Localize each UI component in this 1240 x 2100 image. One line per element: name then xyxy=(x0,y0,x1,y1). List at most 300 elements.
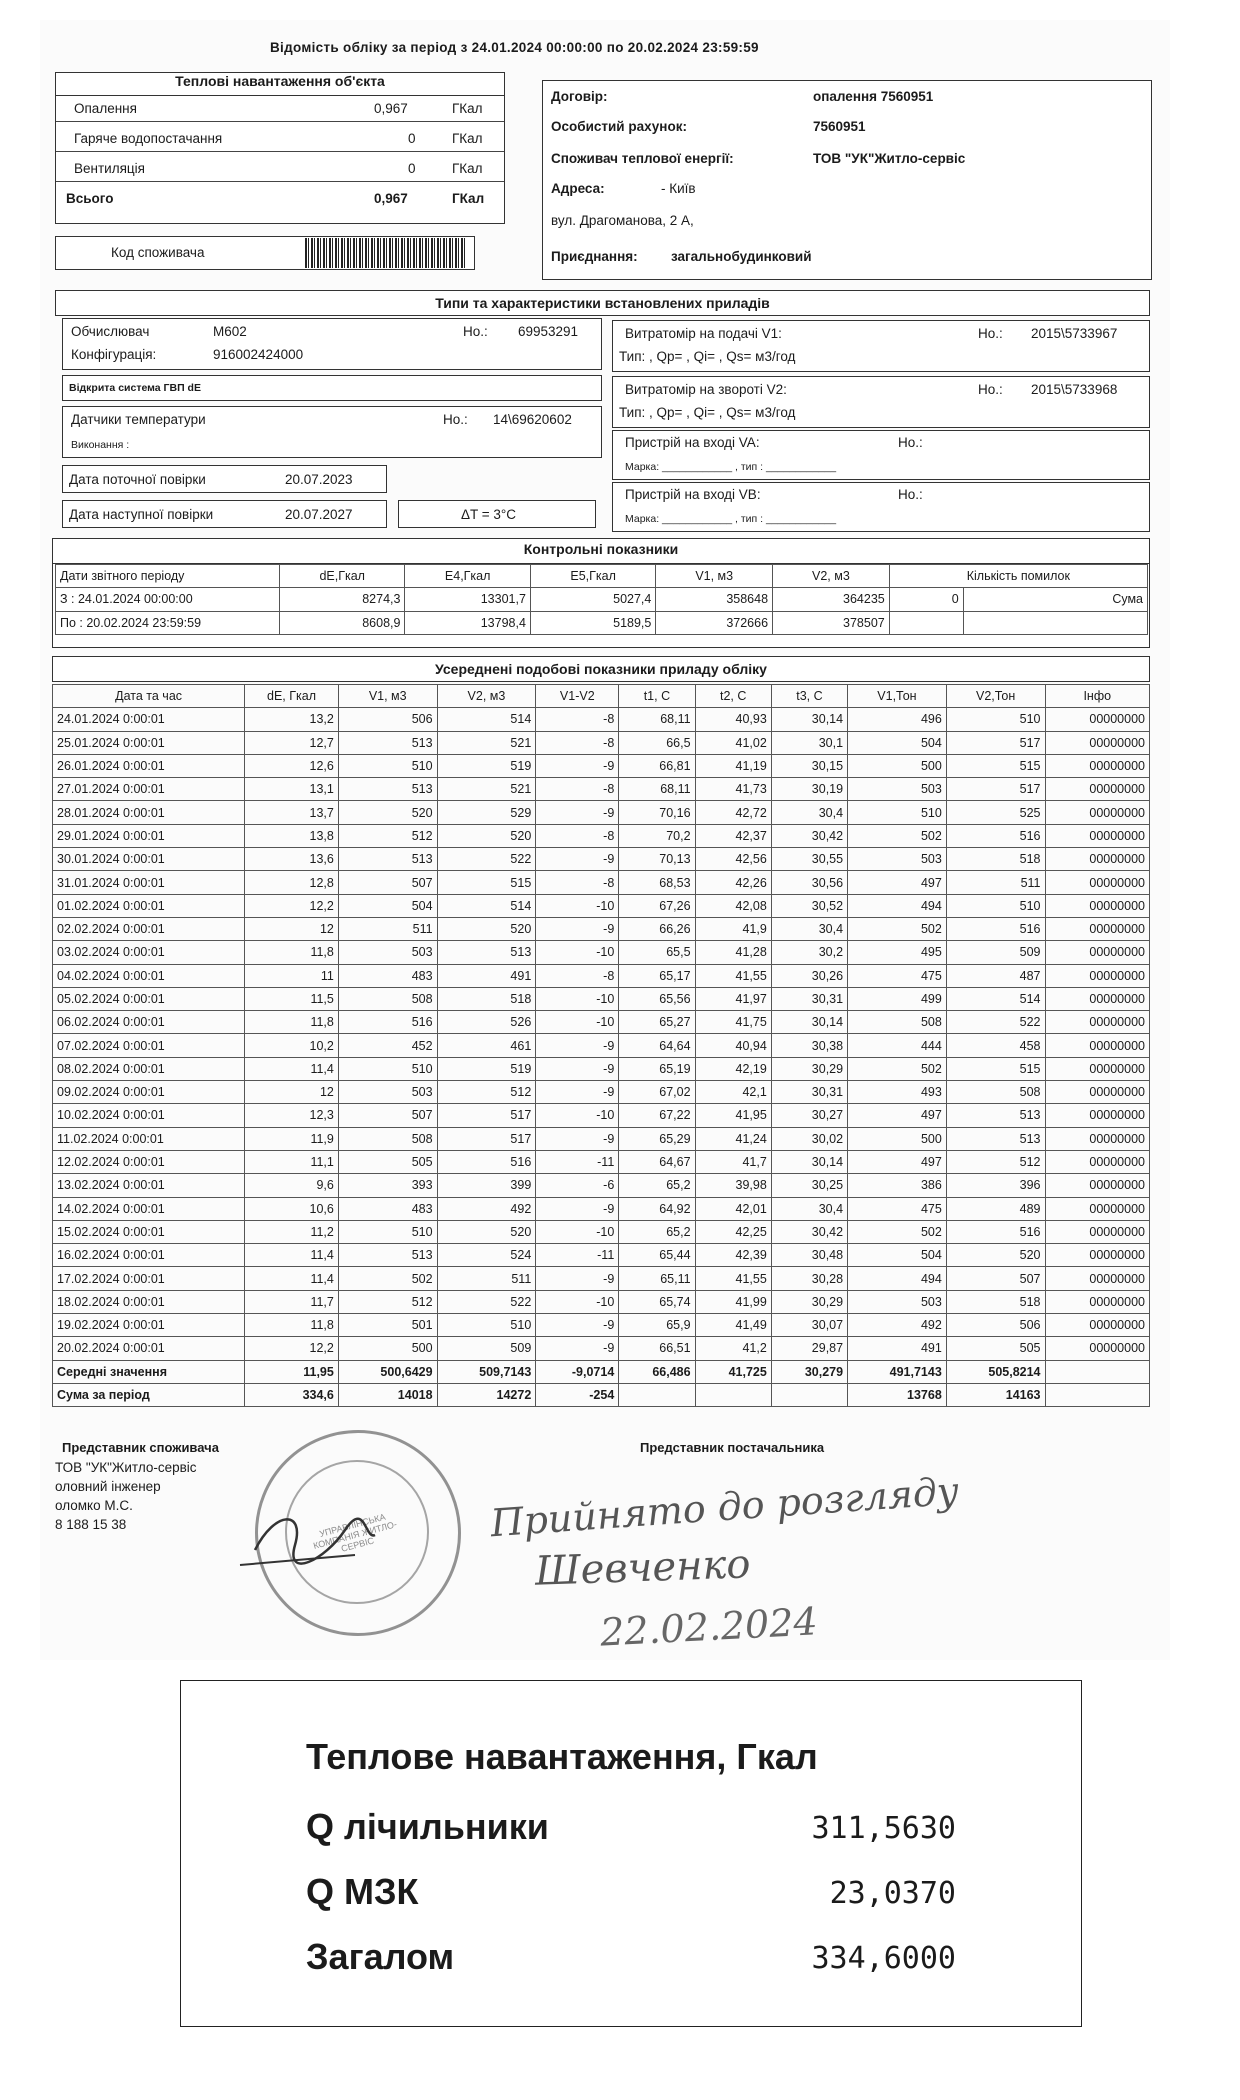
sensors-box xyxy=(62,406,602,458)
daily-avg-row-cell: 66,486 xyxy=(619,1360,695,1383)
daily-avg-row-cell: -9,0714 xyxy=(536,1360,619,1383)
daily-row-cell: 19.02.2024 0:00:01 xyxy=(53,1314,245,1337)
daily-row-cell: 68,11 xyxy=(619,778,695,801)
daily-row-cell: 508 xyxy=(338,1127,437,1150)
system-label: Відкрита система ГВП dE xyxy=(69,382,201,394)
supplier-rep-label: Представник постачальника xyxy=(640,1440,825,1455)
loads-unit: ГКал xyxy=(452,131,483,146)
daily-header-row-cell: Дата та час xyxy=(53,685,245,708)
daily-row-cell: 29.01.2024 0:00:01 xyxy=(53,824,245,847)
daily-row-cell: 66,51 xyxy=(619,1337,695,1360)
daily-row-cell: 514 xyxy=(946,987,1045,1010)
daily-row-cell: 68,53 xyxy=(619,871,695,894)
daily-row-cell: 11 xyxy=(245,964,339,987)
daily-sum-row-cell xyxy=(1045,1383,1149,1406)
daily-row-cell: 30,07 xyxy=(771,1314,847,1337)
daily-row-cell: 492 xyxy=(437,1197,536,1220)
daily-row-cell: 30,2 xyxy=(771,941,847,964)
daily-row-cell: 42,39 xyxy=(695,1244,771,1267)
daily-row-cell: -9 xyxy=(536,848,619,871)
daily-row-cell: 515 xyxy=(946,754,1045,777)
daily-row-cell: 458 xyxy=(946,1034,1045,1057)
daily-row-cell: 510 xyxy=(946,894,1045,917)
loads-label: Всього xyxy=(66,191,114,206)
daily-row xyxy=(53,1011,1150,1034)
daily-row-cell: 00000000 xyxy=(1045,987,1149,1010)
daily-row-cell: 30,19 xyxy=(771,778,847,801)
daily-row xyxy=(53,1244,1150,1267)
daily-row-cell: 497 xyxy=(848,1150,947,1173)
loads-value: 0 xyxy=(408,161,416,176)
daily-header-row-cell: V2, м3 xyxy=(437,685,536,708)
check-next-date: 20.07.2027 xyxy=(285,507,353,522)
daily-row-cell: 00000000 xyxy=(1045,1174,1149,1197)
daily-sum-row-cell: 14272 xyxy=(437,1383,536,1406)
control-cell: 378507 xyxy=(773,611,890,634)
daily-sum-row-cell xyxy=(619,1383,695,1406)
daily-row-cell: 513 xyxy=(338,1244,437,1267)
daily-row-cell: 11,9 xyxy=(245,1127,339,1150)
daily-row-cell: 00000000 xyxy=(1045,964,1149,987)
control-cell xyxy=(963,611,1147,634)
page-title: Відомість обліку за період з 24.01.2024 00:00:00 по 20.02.2024 23:59:59 xyxy=(270,40,759,55)
daily-row-cell: -11 xyxy=(536,1150,619,1173)
control-col: Дати звітного періоду xyxy=(56,565,280,588)
daily-row-cell: 41,49 xyxy=(695,1314,771,1337)
loads-row xyxy=(56,157,504,182)
daily-row-cell: 475 xyxy=(848,964,947,987)
daily-avg-row-cell: 30,279 xyxy=(771,1360,847,1383)
daily-header-row-cell: V2,Тон xyxy=(946,685,1045,708)
daily-sum-row-cell: 13768 xyxy=(848,1383,947,1406)
daily-row-cell: -8 xyxy=(536,824,619,847)
daily-row-cell: -10 xyxy=(536,1011,619,1034)
summary-title: Теплове навантаження, Гкал xyxy=(306,1736,818,1777)
daily-row-cell: 515 xyxy=(946,1057,1045,1080)
daily-row-cell: 29,87 xyxy=(771,1337,847,1360)
daily-row-cell: 17.02.2024 0:00:01 xyxy=(53,1267,245,1290)
daily-row-cell: 25.01.2024 0:00:01 xyxy=(53,731,245,754)
daily-avg-row xyxy=(53,1360,1150,1383)
daily-row-cell: 494 xyxy=(848,1267,947,1290)
daily-header: Усереднені подобові показники приладу обліку xyxy=(52,656,1150,682)
daily-avg-row-cell: Середні значення xyxy=(53,1360,245,1383)
daily-row-cell: 517 xyxy=(437,1127,536,1150)
daily-row xyxy=(53,1150,1150,1173)
daily-row-cell: -9 xyxy=(536,1081,619,1104)
daily-row-cell: 10,6 xyxy=(245,1197,339,1220)
daily-row-cell: 505 xyxy=(946,1337,1045,1360)
v2-type: Тип: , Qp= , Qi= , Qs= м3/год xyxy=(619,405,796,420)
daily-row-cell: 30,1 xyxy=(771,731,847,754)
daily-row-cell: 65,27 xyxy=(619,1011,695,1034)
daily-row-cell: 11,8 xyxy=(245,1011,339,1034)
daily-sum-row-cell: Сума за період xyxy=(53,1383,245,1406)
daily-row-cell: 42,26 xyxy=(695,871,771,894)
consumer-value: ТОВ "УК"Житло-сервіс xyxy=(813,151,966,166)
v1-label: Витратомір на подачі V1: xyxy=(625,326,782,341)
daily-row-cell: 513 xyxy=(437,941,536,964)
daily-row-cell: 64,64 xyxy=(619,1034,695,1057)
daily-row-cell: 399 xyxy=(437,1174,536,1197)
daily-row-cell: 09.02.2024 0:00:01 xyxy=(53,1081,245,1104)
daily-row-cell: 00000000 xyxy=(1045,754,1149,777)
daily-row-cell: 521 xyxy=(437,778,536,801)
daily-header-row-cell: V1,Тон xyxy=(848,685,947,708)
daily-row-cell: 30,38 xyxy=(771,1034,847,1057)
rep-line: оловний інженер xyxy=(55,1479,161,1494)
daily-row-cell: 41,55 xyxy=(695,1267,771,1290)
daily-row-cell: -8 xyxy=(536,778,619,801)
daily-sum-row-cell xyxy=(771,1383,847,1406)
daily-row-cell: 516 xyxy=(946,1220,1045,1243)
daily-row-cell: 13,8 xyxy=(245,824,339,847)
daily-row-cell: 502 xyxy=(848,917,947,940)
daily-row-cell: -9 xyxy=(536,1057,619,1080)
daily-row-cell: 41,75 xyxy=(695,1011,771,1034)
daily-row-cell: 512 xyxy=(338,824,437,847)
daily-row-cell: 483 xyxy=(338,1197,437,1220)
daily-row-cell: 510 xyxy=(946,708,1045,731)
daily-row-cell: 00000000 xyxy=(1045,731,1149,754)
daily-row-cell: 509 xyxy=(437,1337,536,1360)
contract-value: опалення 7560951 xyxy=(813,89,934,104)
daily-row-cell: 41,7 xyxy=(695,1150,771,1173)
stamp-text: УПРАВЛІНСЬКА КОМПАНІЯ ЖИТЛО-СЕРВІС xyxy=(312,1511,398,1554)
loads-row xyxy=(56,127,504,152)
daily-row-cell: 65,5 xyxy=(619,941,695,964)
daily-row xyxy=(53,1290,1150,1313)
control-cell: 8274,3 xyxy=(280,588,405,611)
daily-row-cell: 06.02.2024 0:00:01 xyxy=(53,1011,245,1034)
daily-row-cell: -9 xyxy=(536,1197,619,1220)
daily-row-cell: 00000000 xyxy=(1045,1290,1149,1313)
daily-row-cell: 510 xyxy=(338,754,437,777)
summary-value: 311,5630 xyxy=(811,1811,956,1846)
daily-row-cell: 65,29 xyxy=(619,1127,695,1150)
summary-label: Загалом xyxy=(306,1936,455,1977)
daily-row-cell: 42,37 xyxy=(695,824,771,847)
daily-row-cell: 517 xyxy=(437,1104,536,1127)
control-cell: 358648 xyxy=(656,588,773,611)
address-city: - Київ xyxy=(661,181,696,196)
loads-label: Опалення xyxy=(74,101,137,116)
daily-row-cell: 30.01.2024 0:00:01 xyxy=(53,848,245,871)
daily-row-cell: 41,28 xyxy=(695,941,771,964)
daily-row-cell: 42,56 xyxy=(695,848,771,871)
daily-header-row-cell: t1, C xyxy=(619,685,695,708)
daily-row-cell: 00000000 xyxy=(1045,1011,1149,1034)
daily-row-cell: 66,5 xyxy=(619,731,695,754)
daily-row-cell: -9 xyxy=(536,1127,619,1150)
daily-row-cell: 65,44 xyxy=(619,1244,695,1267)
loads-label: Гаряче водопостачання xyxy=(74,131,223,146)
daily-row-cell: 520 xyxy=(437,824,536,847)
daily-row-cell: 12,8 xyxy=(245,871,339,894)
daily-row-cell: 04.02.2024 0:00:01 xyxy=(53,964,245,987)
daily-row xyxy=(53,1081,1150,1104)
control-col: E5,Гкал xyxy=(530,565,655,588)
control-cell: 8608,9 xyxy=(280,611,405,634)
v2-no: 2015\5733968 xyxy=(1031,382,1118,397)
daily-row xyxy=(53,987,1150,1010)
daily-row-cell: 00000000 xyxy=(1045,801,1149,824)
daily-row-cell: 12,6 xyxy=(245,754,339,777)
daily-row xyxy=(53,964,1150,987)
daily-row-cell: 500 xyxy=(848,754,947,777)
vb-box xyxy=(612,482,1150,532)
contract-box xyxy=(542,80,1152,280)
control-cell: 5027,4 xyxy=(530,588,655,611)
va-no-label: Но.: xyxy=(898,435,923,450)
daily-row-cell: -8 xyxy=(536,871,619,894)
daily-row-cell: -10 xyxy=(536,941,619,964)
daily-row-cell: 30,25 xyxy=(771,1174,847,1197)
check-current-box xyxy=(62,465,387,493)
daily-row xyxy=(53,1104,1150,1127)
daily-row-cell: -9 xyxy=(536,1337,619,1360)
daily-row-cell: -10 xyxy=(536,987,619,1010)
daily-row-cell: 11.02.2024 0:00:01 xyxy=(53,1127,245,1150)
daily-row-cell: 11,4 xyxy=(245,1057,339,1080)
daily-row-cell: 00000000 xyxy=(1045,824,1149,847)
address-street: вул. Драгоманова, 2 А, xyxy=(551,213,694,228)
loads-unit: ГКал xyxy=(452,191,485,206)
daily-row xyxy=(53,731,1150,754)
daily-row-cell: -10 xyxy=(536,1104,619,1127)
daily-row-cell: 30,52 xyxy=(771,894,847,917)
v2-no-label: Но.: xyxy=(978,382,1003,397)
daily-row-cell: 11,4 xyxy=(245,1267,339,1290)
daily-row-cell: 00000000 xyxy=(1045,778,1149,801)
daily-row-cell: 12 xyxy=(245,917,339,940)
control-col: E4,Гкал xyxy=(405,565,530,588)
daily-avg-row-cell: 41,725 xyxy=(695,1360,771,1383)
daily-row-cell: 00000000 xyxy=(1045,871,1149,894)
daily-row-cell: 11,8 xyxy=(245,941,339,964)
daily-row-cell: -9 xyxy=(536,801,619,824)
daily-row-cell: 13.02.2024 0:00:01 xyxy=(53,1174,245,1197)
daily-row-cell: 522 xyxy=(946,1011,1045,1034)
rep-line: ТОВ "УК"Житло-сервіс xyxy=(55,1460,197,1475)
daily-row-cell: 00000000 xyxy=(1045,1081,1149,1104)
daily-row-cell: 502 xyxy=(848,824,947,847)
daily-row-cell: 525 xyxy=(946,801,1045,824)
daily-row-cell: 42,1 xyxy=(695,1081,771,1104)
daily-sum-row-cell: -254 xyxy=(536,1383,619,1406)
daily-row-cell: 475 xyxy=(848,1197,947,1220)
daily-row-cell: 70,16 xyxy=(619,801,695,824)
account-value: 7560951 xyxy=(813,119,866,134)
daily-row-cell: 520 xyxy=(338,801,437,824)
daily-row-cell: 30,4 xyxy=(771,1197,847,1220)
loads-value: 0,967 xyxy=(374,191,408,206)
summary-label: Q МЗК xyxy=(306,1871,419,1912)
daily-row-cell: 30,29 xyxy=(771,1057,847,1080)
daily-row-cell: 10,2 xyxy=(245,1034,339,1057)
daily-row-cell: 00000000 xyxy=(1045,1267,1149,1290)
daily-row-cell: 508 xyxy=(848,1011,947,1034)
daily-row-cell: 67,02 xyxy=(619,1081,695,1104)
daily-row-cell: 30,48 xyxy=(771,1244,847,1267)
daily-row-cell: 41,2 xyxy=(695,1337,771,1360)
daily-row-cell: -8 xyxy=(536,708,619,731)
daily-row-cell: 507 xyxy=(946,1267,1045,1290)
daily-row-cell: 07.02.2024 0:00:01 xyxy=(53,1034,245,1057)
daily-row-cell: 497 xyxy=(848,871,947,894)
daily-row xyxy=(53,871,1150,894)
daily-row-cell: 513 xyxy=(338,778,437,801)
daily-row xyxy=(53,824,1150,847)
daily-row-cell: 13,2 xyxy=(245,708,339,731)
daily-row-cell: -8 xyxy=(536,964,619,987)
daily-row-cell: 00000000 xyxy=(1045,1104,1149,1127)
daily-row-cell: 508 xyxy=(946,1081,1045,1104)
daily-row-cell: 517 xyxy=(946,731,1045,754)
daily-header-row xyxy=(53,685,1150,708)
daily-row-cell: 510 xyxy=(338,1057,437,1080)
daily-row-cell: 499 xyxy=(848,987,947,1010)
daily-row-cell: -9 xyxy=(536,1034,619,1057)
daily-sum-row-cell: 14163 xyxy=(946,1383,1045,1406)
daily-row-cell: 506 xyxy=(338,708,437,731)
consumer-code-label: Код споживача xyxy=(111,245,205,260)
daily-row-cell: 30,02 xyxy=(771,1127,847,1150)
daily-row-cell: 11,4 xyxy=(245,1244,339,1267)
daily-row-cell: 41,99 xyxy=(695,1290,771,1313)
daily-row-cell: 11,2 xyxy=(245,1220,339,1243)
check-next-label: Дата наступної повірки xyxy=(69,507,214,522)
daily-row xyxy=(53,917,1150,940)
daily-row-cell: 491 xyxy=(437,964,536,987)
daily-row-cell: 65,2 xyxy=(619,1174,695,1197)
control-cell: 364235 xyxy=(773,588,890,611)
control-cell: Сума xyxy=(963,588,1147,611)
control-cell: 0 xyxy=(889,588,963,611)
daily-row-cell: 41,95 xyxy=(695,1104,771,1127)
daily-row-cell: 504 xyxy=(848,731,947,754)
loads-unit: ГКал xyxy=(452,101,483,116)
daily-row-cell: 483 xyxy=(338,964,437,987)
daily-row-cell: 500 xyxy=(338,1337,437,1360)
daily-row-cell: 42,01 xyxy=(695,1197,771,1220)
daily-row-cell: 529 xyxy=(437,801,536,824)
daily-row-cell: 503 xyxy=(848,848,947,871)
daily-row-cell: 64,67 xyxy=(619,1150,695,1173)
loads-unit: ГКал xyxy=(452,161,483,176)
daily-row-cell: 30,15 xyxy=(771,754,847,777)
daily-row-cell: 70,2 xyxy=(619,824,695,847)
sensors-no-label: Но.: xyxy=(443,412,468,427)
daily-row-cell: 20.02.2024 0:00:01 xyxy=(53,1337,245,1360)
daily-row-cell: 67,26 xyxy=(619,894,695,917)
daily-row-cell: 01.02.2024 0:00:01 xyxy=(53,894,245,917)
loads-label: Вентиляція xyxy=(74,161,145,176)
daily-row-cell: 27.01.2024 0:00:01 xyxy=(53,778,245,801)
daily-row-cell: 12 xyxy=(245,1081,339,1104)
daily-row xyxy=(53,1197,1150,1220)
daily-row xyxy=(53,848,1150,871)
daily-avg-row-cell: 509,7143 xyxy=(437,1360,536,1383)
daily-row-cell: 516 xyxy=(437,1150,536,1173)
daily-row-cell: -9 xyxy=(536,754,619,777)
daily-row-cell: 00000000 xyxy=(1045,1314,1149,1337)
daily-header-row-cell: dE, Гкал xyxy=(245,685,339,708)
daily-row-cell: 40,94 xyxy=(695,1034,771,1057)
va-box xyxy=(612,430,1150,480)
daily-row-cell: 00000000 xyxy=(1045,894,1149,917)
daily-row-cell: 65,11 xyxy=(619,1267,695,1290)
daily-row-cell: 30,27 xyxy=(771,1104,847,1127)
daily-row-cell: 503 xyxy=(848,1290,947,1313)
daily-header-row-cell: t3, C xyxy=(771,685,847,708)
daily-row-cell: 40,93 xyxy=(695,708,771,731)
config-label: Конфігурація: xyxy=(71,347,157,362)
daily-row-cell: 508 xyxy=(338,987,437,1010)
daily-row-cell: 461 xyxy=(437,1034,536,1057)
daily-row xyxy=(53,1034,1150,1057)
calc-model: M602 xyxy=(213,324,247,339)
v1-no-label: Но.: xyxy=(978,326,1003,341)
daily-row-cell: 12,2 xyxy=(245,894,339,917)
daily-row-cell: 16.02.2024 0:00:01 xyxy=(53,1244,245,1267)
daily-row-cell: 516 xyxy=(946,824,1045,847)
daily-row-cell: 497 xyxy=(848,1104,947,1127)
daily-row-cell: 487 xyxy=(946,964,1045,987)
daily-row-cell: 513 xyxy=(338,731,437,754)
loads-row xyxy=(56,187,504,211)
daily-row-cell: 41,02 xyxy=(695,731,771,754)
daily-row-cell: 11,7 xyxy=(245,1290,339,1313)
daily-row-cell: 520 xyxy=(437,917,536,940)
daily-row-cell: 30,42 xyxy=(771,824,847,847)
daily-row-cell: 30,29 xyxy=(771,1290,847,1313)
check-current-date: 20.07.2023 xyxy=(285,472,353,487)
daily-row-cell: 00000000 xyxy=(1045,1034,1149,1057)
loads-box xyxy=(55,72,505,224)
daily-row-cell: 521 xyxy=(437,731,536,754)
daily-row-cell: 65,2 xyxy=(619,1220,695,1243)
daily-row-cell: 30,14 xyxy=(771,1150,847,1173)
daily-row xyxy=(53,894,1150,917)
address-label: Адреса: xyxy=(551,181,605,196)
va-mark: Марка: ____________ , тип : ____________ xyxy=(625,461,837,473)
sensors-no: 14\69620602 xyxy=(493,412,572,427)
daily-row-cell: 489 xyxy=(946,1197,1045,1220)
calc-no: 69953291 xyxy=(518,324,579,339)
daily-row-cell: 503 xyxy=(338,941,437,964)
control-cell: З : 24.01.2024 00:00:00 xyxy=(56,588,280,611)
handwritten-note: Прийнято до розгляду xyxy=(489,1468,961,1546)
daily-row xyxy=(53,1057,1150,1080)
daily-row-cell: 12.02.2024 0:00:01 xyxy=(53,1150,245,1173)
daily-row-cell: 00000000 xyxy=(1045,1197,1149,1220)
vb-no-label: Но.: xyxy=(898,487,923,502)
daily-row-cell: -10 xyxy=(536,894,619,917)
barcode xyxy=(305,238,465,268)
control-header: Контрольні показники xyxy=(53,539,1149,564)
control-cell: По : 20.02.2024 23:59:59 xyxy=(56,611,280,634)
daily-row-cell: -10 xyxy=(536,1290,619,1313)
daily-row xyxy=(53,1337,1150,1360)
daily-row-cell: 41,19 xyxy=(695,754,771,777)
daily-row-cell: 511 xyxy=(946,871,1045,894)
daily-row-cell: 03.02.2024 0:00:01 xyxy=(53,941,245,964)
daily-row-cell: 520 xyxy=(437,1220,536,1243)
sensors-label: Датчики температури xyxy=(71,412,206,427)
connection-value: загальнобудинковий xyxy=(671,249,812,264)
daily-row-cell: 496 xyxy=(848,708,947,731)
